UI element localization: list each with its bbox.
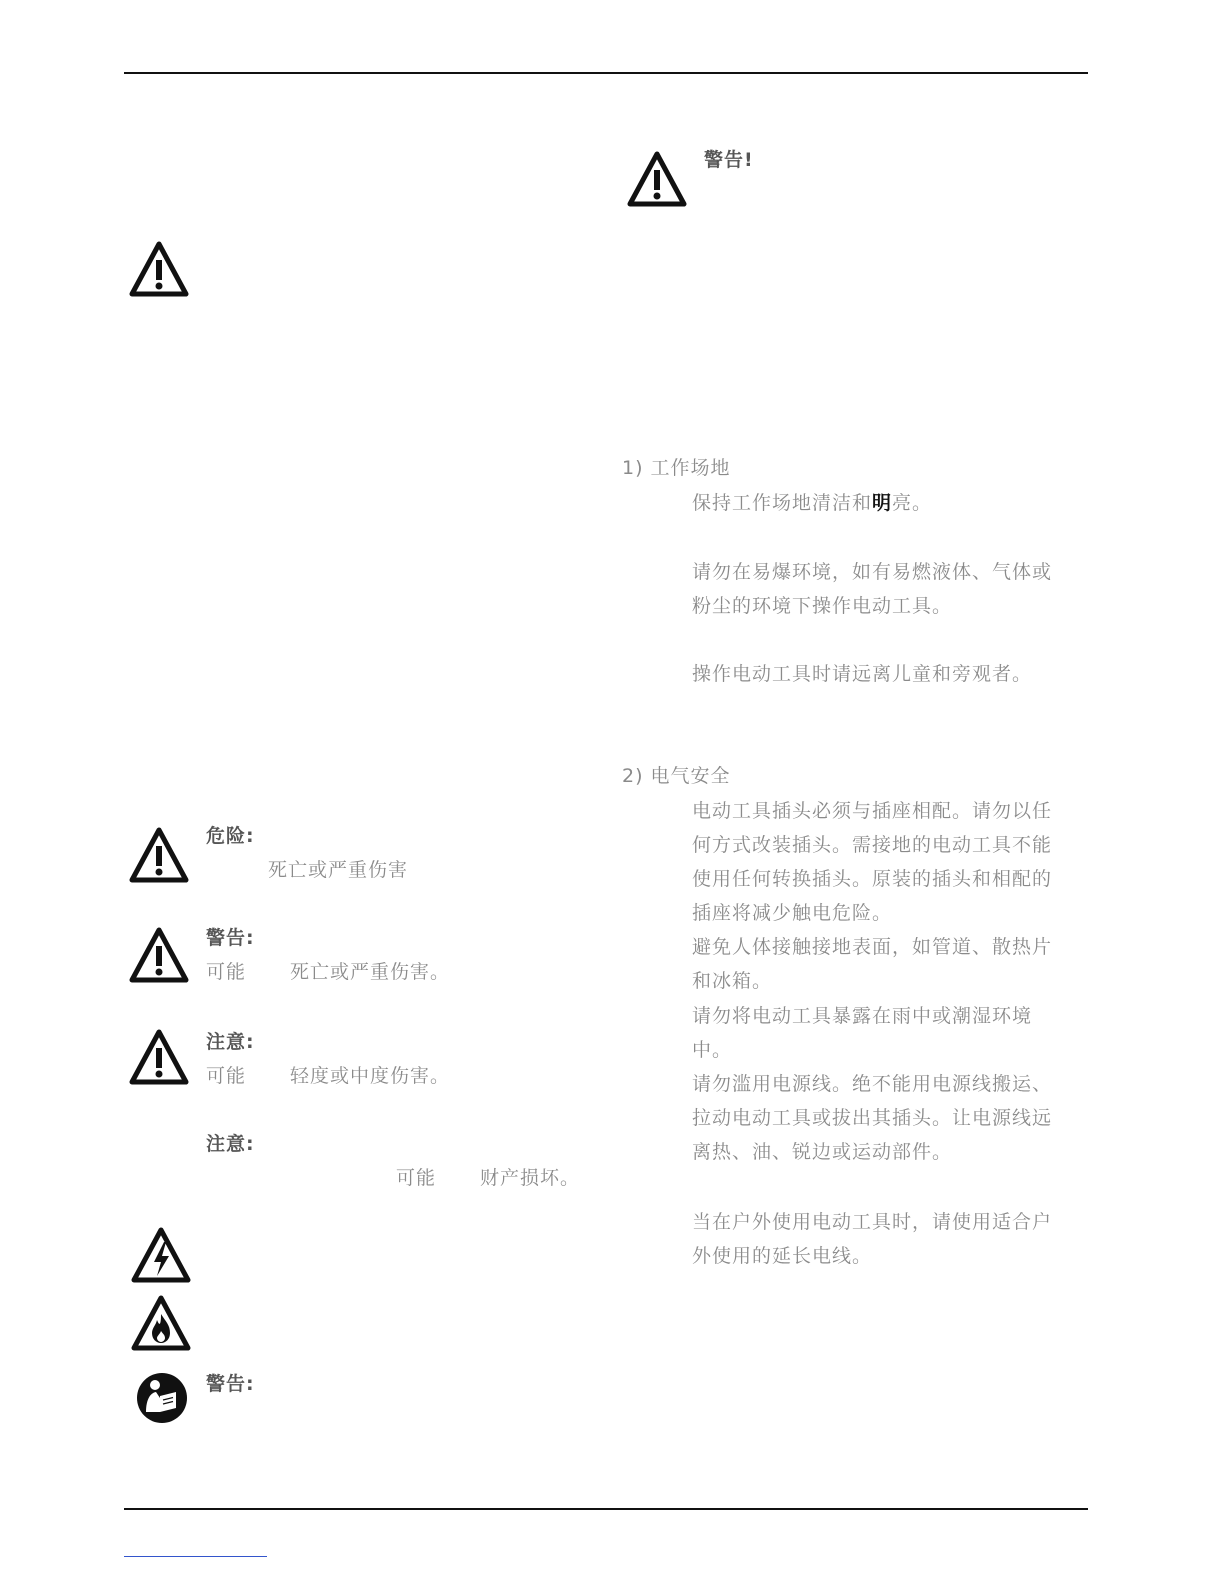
danger-triangle-icon: [128, 826, 190, 884]
electric-item-3: 请勿将电动工具暴露在雨中或潮湿环境 中。: [692, 1005, 1033, 1061]
warning-triangle-icon: [128, 240, 190, 298]
work-area-item-2: 请勿在易爆环境，如有易燃液体、气体或 粉尘的环境下操作电动工具。: [692, 561, 1053, 617]
danger-label: 危险:: [206, 825, 255, 847]
electric-shock-icon: [130, 1226, 192, 1284]
caution-label: 注意:: [206, 1031, 255, 1053]
footer-link-underline[interactable]: [124, 1556, 267, 1557]
notice-label: 注意:: [206, 1133, 255, 1155]
warning-prefix: 可能: [206, 961, 247, 983]
work-area-item-3: 操作电动工具时请远离儿童和旁观者。: [692, 663, 1033, 685]
work-area-item-1-line: 保持工作场地清洁和明亮。: [692, 492, 933, 514]
warning-triangle-icon: [626, 150, 688, 208]
notice-prefix: 可能: [396, 1167, 437, 1189]
electric-item-1: 电动工具插头必须与插座相配。请勿以任 何方式改装插头。需接地的电动工具不能 使用任何转换插头。原装的插头和相配的 插座将减少触电危险。: [692, 800, 1053, 924]
work-area-item-1: [692, 486, 1072, 520]
section1-heading: 1) 工作场地: [622, 457, 731, 479]
caution-triangle-icon: [128, 1028, 190, 1086]
notice-text: 财产损坏。: [480, 1167, 581, 1189]
warning-text: 死亡或严重伤害。: [290, 961, 451, 983]
caution-prefix: 可能: [206, 1065, 247, 1087]
right-warning-label: 警告!: [704, 149, 754, 171]
warning-triangle-icon: [128, 926, 190, 984]
electric-item-5: 当在户外使用电动工具时，请使用适合户 外使用的延长电线。: [692, 1211, 1053, 1267]
section2-heading: 2) 电气安全: [622, 765, 731, 787]
electric-item-4: 请勿滥用电源线。绝不能用电源线搬运、 拉动电动工具或拔出其插头。让电源线远 离热、油、锐边或运动部件。: [692, 1073, 1053, 1163]
electric-item-2: 避免人体接触接地表面，如管道、散热片 和冰箱。: [692, 936, 1053, 992]
read-manual-icon: [136, 1372, 188, 1424]
header-rule: [124, 72, 1088, 74]
caution-text: 轻度或中度伤害。: [290, 1065, 451, 1087]
fire-hazard-icon: [130, 1294, 192, 1352]
danger-text: 死亡或严重伤害: [268, 859, 409, 881]
manual-warning-label: 警告:: [206, 1373, 255, 1395]
footer-rule: [124, 1508, 1088, 1510]
warning-label: 警告:: [206, 927, 255, 949]
